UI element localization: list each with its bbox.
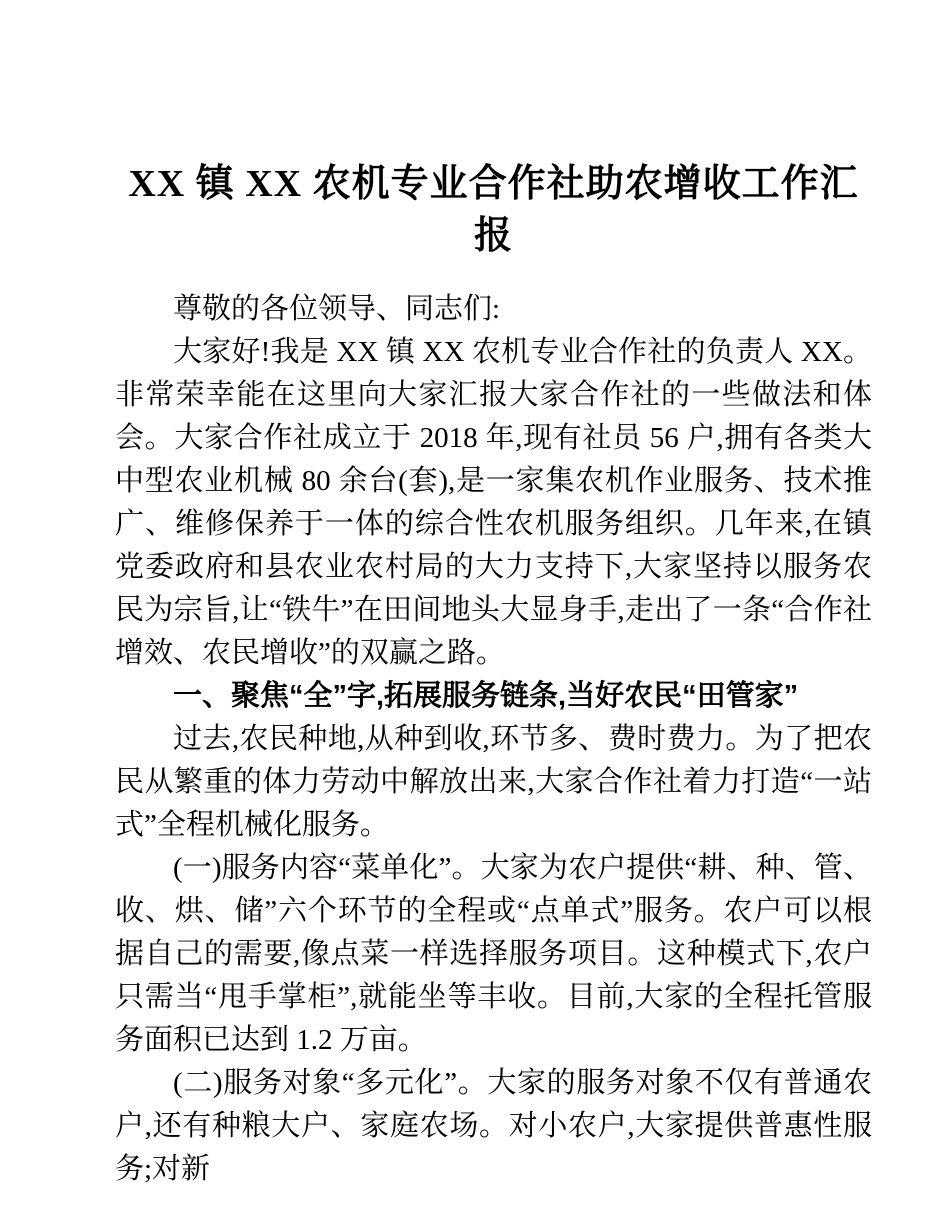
paragraph-mechanized-service: 过去,农民种地,从种到收,环节多、费时费力。为了把农民从繁重的体力劳动中解放出来,大家合作社着力打造“一站式”全程机械化服务。 [115,723,872,841]
salutation: 尊敬的各位领导、同志们: [173,293,501,325]
paragraph-intro: 大家好!我是 XX 镇 XX 农机专业合作社的负责人 XX。非常荣幸能在这里向大家汇报大家合作社的一些做法和体会。大家合作社成立于 2018 年,现有社员 56 户,拥有各类大中型农业机械 80 余台(套),是一家集农机作业服务、技术推广、维修保养于一体的综合性农机服务组织。几年来,在镇党委政府和县农业农村局的大力支持下,大家坚持以服务农民为宗旨,让“铁牛”在田间地头大显身手,走出了一条“合作社增效、农民增收”的双赢之路。 [115,336,872,669]
document-title: XX 镇 XX 农机专业合作社助农增收工作汇报 [128,163,859,257]
section-heading-1: 一、聚焦“全”字,拓展服务链条,当好农民“田管家” [173,680,799,712]
paragraph-service-targets: (二)服务对象“多元化”。大家的服务对象不仅有普通农户,还有种粮大户、家庭农场。对小农户,大家提供普惠性服务;对新 [115,1067,872,1185]
document-content [115,158,872,1191]
paragraph-service-content-menu: (一)服务内容“菜单化”。大家为农户提供“耕、种、管、收、烘、储”六个环节的全程或“点单式”服务。农户可以根据自己的需要,像点菜一样选择服务项目。这种模式下,农户只需当“甩手掌柜”,就能坐等丰收。目前,大家的全程托管服务面积已达到 1.2 万亩。 [115,852,872,1056]
